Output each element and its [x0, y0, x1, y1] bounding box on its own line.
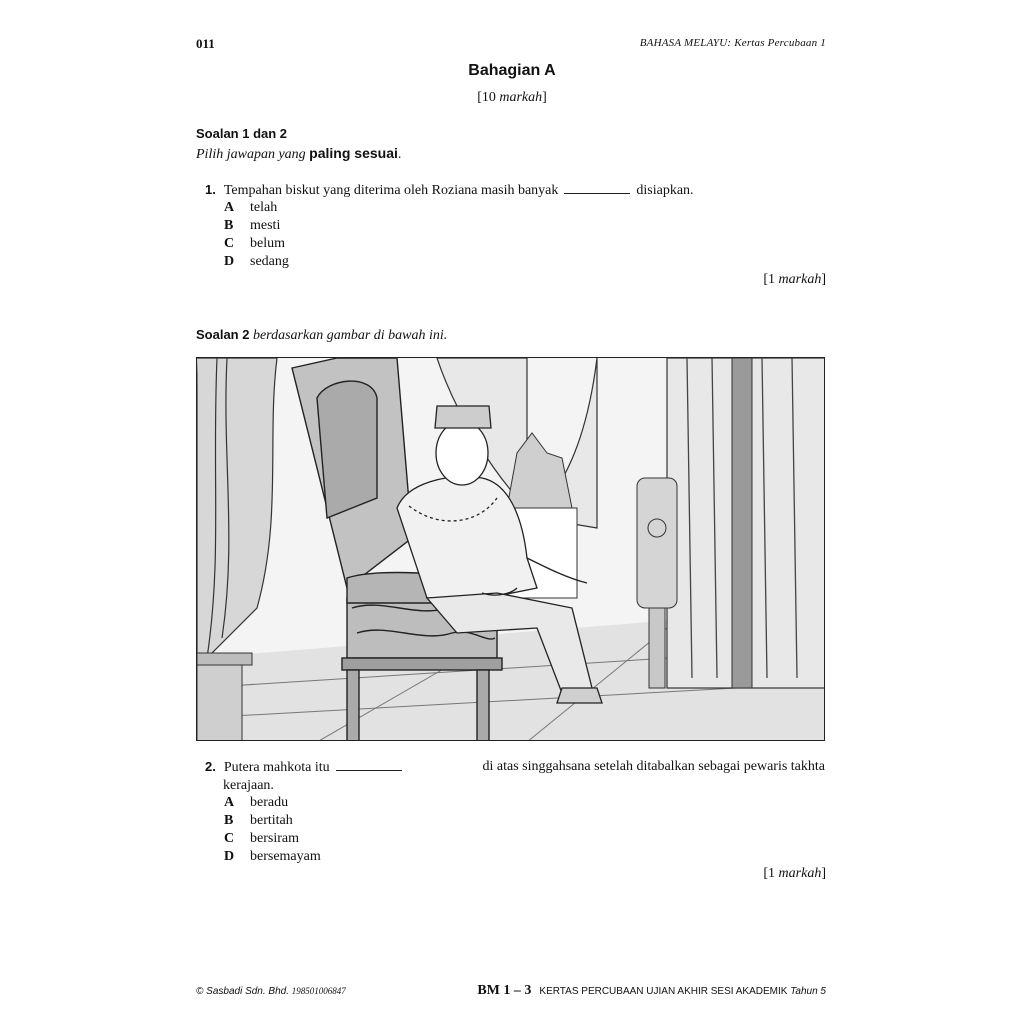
option-d[interactable]: D bersemayam	[224, 849, 321, 864]
paper-title: BAHASA MELAYU: Kertas Percubaan 1	[639, 37, 826, 49]
option-c[interactable]: C bersiram	[224, 831, 299, 846]
question-1-options	[224, 199, 289, 271]
option-c[interactable]: C belum	[224, 236, 285, 251]
question-text-line2: kerajaan.	[223, 778, 274, 793]
question-group-heading: Soalan 1 dan 2	[196, 126, 288, 141]
question-number: 1.	[205, 182, 216, 197]
illustration-prince-on-throne	[196, 357, 825, 741]
question-text-cont: di atas singgahsana setelah ditabalkan sebagai pewaris takhta	[482, 759, 825, 774]
question-2-options	[224, 794, 321, 866]
question-2	[205, 758, 825, 795]
question-text: Putera mahkota itu	[223, 760, 330, 775]
question-text: Tempahan biskut yang diterima oleh Roziana masih banyak	[223, 183, 559, 198]
option-b[interactable]: B bertitah	[224, 813, 293, 828]
question-2-marks: [1 markah]	[763, 866, 826, 881]
question-instruction: Pilih jawapan yang paling sesuai.	[196, 145, 402, 162]
footer-page-code: BM 1 – 3	[477, 983, 532, 998]
page-code: 011	[196, 36, 215, 51]
option-b[interactable]: B mesti	[224, 218, 281, 233]
question-number: 2.	[205, 759, 216, 774]
question-2-intro: Soalan 2 berdasarkan gambar di bawah ini.	[196, 327, 448, 343]
answer-blank	[564, 183, 630, 194]
footer-exam-info: BM 1 – 3 KERTAS PERCUBAAN UJIAN AKHIR SESI AKADEMIK Tahun 5	[477, 983, 826, 998]
option-a[interactable]: A beradu	[224, 795, 289, 810]
section-marks: [10 markah]	[477, 90, 547, 105]
answer-blank	[336, 760, 402, 771]
question-1	[205, 181, 694, 200]
option-a[interactable]: A telah	[224, 200, 278, 215]
question-1-marks: [1 markah]	[763, 272, 826, 287]
section-title: Bahagian A	[468, 62, 556, 79]
footer-publisher: © Sasbadi Sdn. Bhd. 198501006847	[196, 986, 346, 997]
throne-scene-drawing	[197, 358, 825, 741]
option-d[interactable]: D sedang	[224, 254, 289, 269]
question-text-end: disiapkan.	[636, 183, 694, 198]
